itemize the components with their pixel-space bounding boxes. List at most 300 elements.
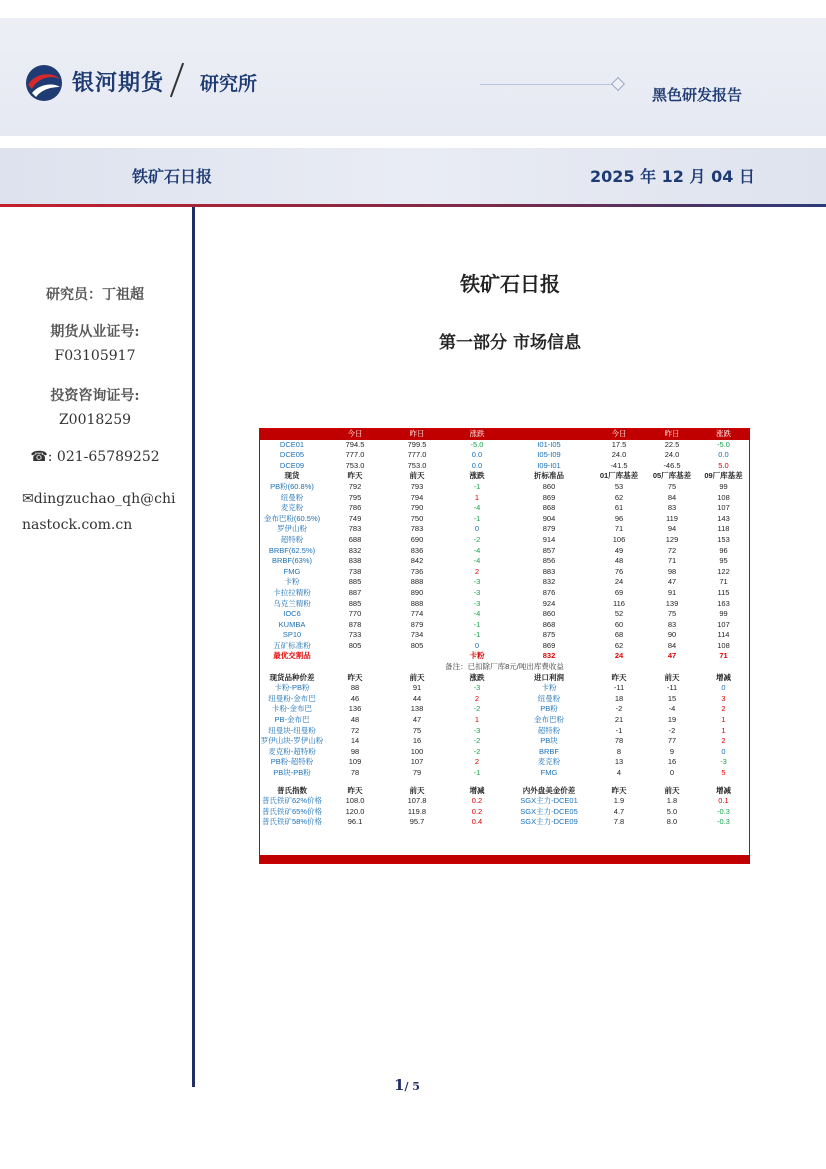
table-cell: -11 — [666, 683, 678, 693]
table-cell: 99 — [719, 609, 728, 619]
decorative-line — [480, 84, 616, 85]
table-cell: 0 — [474, 640, 480, 650]
futures-row — [260, 450, 749, 461]
table-cell: FMG — [540, 768, 558, 777]
table-cell: 71 — [614, 524, 624, 534]
table-cell: SGX主力-DCE09 — [520, 817, 578, 827]
table-cell: 折标准品 — [534, 471, 564, 481]
table-cell: 前天 — [409, 785, 425, 795]
table-cell: 924 — [542, 598, 556, 608]
table-cell: 1 — [721, 715, 726, 725]
table-cell: 0 — [474, 524, 480, 534]
table-cell: 71 — [719, 651, 728, 661]
platts-row — [260, 807, 749, 818]
table-cell: 869 — [542, 492, 556, 502]
table-note: 备注：已扣除厂库8元/吨出库费收益 — [445, 662, 564, 672]
table-cell: 17.5 — [611, 439, 627, 449]
table-cell: 904 — [542, 513, 556, 523]
table-cell: 72 — [667, 545, 677, 555]
table-cell: PB-金布巴 — [274, 715, 310, 725]
table-cell: 卡粉-PB粉 — [274, 683, 310, 693]
table-cell: 普氏指数 — [277, 785, 307, 795]
table-cell: 2 — [474, 693, 480, 703]
table-cell: 16 — [412, 736, 422, 746]
table-cell: 99 — [719, 481, 728, 491]
table-cell: 48 — [614, 556, 624, 566]
table-cell: 795 — [348, 492, 362, 502]
table-cell: 今日 — [324, 429, 386, 440]
market-table — [260, 429, 749, 828]
table-cell: 95 — [719, 556, 728, 566]
table-cell: -2 — [473, 534, 481, 544]
table-cell: 119.8 — [407, 806, 427, 816]
table-cell: -1 — [473, 619, 481, 629]
advisory-cert-label: 投资咨询证号: — [50, 388, 140, 404]
table-cell: 24 — [614, 577, 624, 587]
table-cell: BRBF(62.5%) — [268, 545, 316, 555]
table-cell: 3 — [721, 693, 726, 703]
table-cell: 0.2 — [471, 806, 483, 816]
table-cell: 金布巴粉 — [534, 715, 564, 725]
table-cell: -11 — [613, 683, 625, 693]
futures-cert-number: F03105917 — [54, 348, 136, 364]
table-cell: 卡粉 — [469, 651, 485, 661]
table-cell: 83 — [667, 503, 677, 513]
table-cell: 118 — [717, 524, 730, 534]
table-cell: 4 — [616, 768, 622, 777]
table-cell: -1 — [473, 481, 481, 491]
table-cell: 753.0 — [345, 460, 365, 470]
table-cell: 普氏铁矿62%价格 — [261, 796, 322, 806]
table-cell: -3 — [473, 683, 481, 693]
table-cell: 昨天 — [347, 471, 363, 481]
table-cell: 16 — [667, 757, 677, 767]
table-cell: 0 — [669, 768, 675, 777]
table-cell: SP10 — [282, 630, 302, 640]
table-cell: 超特粉 — [537, 725, 561, 735]
table-cell: SGX主力-DCE01 — [520, 796, 578, 806]
table-cell: 2 — [721, 736, 726, 746]
sidebar-divider — [192, 207, 195, 1087]
table-cell: 普氏铁矿58%价格 — [261, 817, 322, 827]
table-cell: 96 — [719, 545, 728, 555]
table-cell: 100 — [410, 746, 424, 756]
table-cell: KUMBA — [278, 619, 306, 629]
table-cell: PB粉(60.8%) — [270, 481, 314, 491]
table-cell: PB粉-超特粉 — [270, 757, 314, 767]
table-cell: 09厂库基差 — [704, 471, 743, 481]
spot-row — [260, 514, 749, 525]
table-cell: 738 — [348, 566, 362, 576]
table-cell: 96 — [614, 513, 624, 523]
table-cell: -5.0 — [717, 439, 730, 449]
table-cell: 增减 — [716, 785, 731, 795]
table-cell: 进口利润 — [534, 672, 564, 682]
table-cell: 887 — [348, 587, 362, 597]
table-cell: BRBF — [538, 746, 559, 756]
table-cell: 868 — [542, 619, 556, 629]
table-cell: 纽曼块-纽曼粉 — [268, 725, 316, 735]
market-data-table — [259, 428, 750, 864]
table-cell: DCE05 — [279, 450, 305, 460]
table-cell: -1 — [473, 768, 481, 777]
futures-row — [260, 440, 749, 451]
platts-header-row — [260, 786, 749, 797]
table-cell: 794 — [410, 492, 424, 502]
table-cell: 79 — [412, 768, 422, 777]
email-address[interactable]: ✉dingzuchao_qh@chinastock.com.cn — [22, 491, 176, 533]
table-cell: 790 — [410, 503, 424, 513]
table-cell: 876 — [542, 587, 556, 597]
table-cell: 108.0 — [345, 796, 365, 806]
table-cell: 53 — [614, 481, 624, 491]
table-cell: 106 — [612, 534, 626, 544]
table-cell: 91 — [412, 683, 422, 693]
table-cell: 783 — [410, 524, 424, 534]
table-cell: DCE01 — [279, 439, 305, 449]
table-cell: 733 — [348, 630, 362, 640]
table-cell: 0.4 — [471, 817, 483, 827]
futures-header-row — [260, 429, 749, 440]
table-cell: -2 — [615, 704, 623, 714]
table-cell: 01厂库基差 — [599, 471, 639, 481]
table-cell: -3 — [473, 725, 481, 735]
table-cell: 15 — [667, 693, 677, 703]
table-cell: 136 — [348, 704, 362, 714]
table-cell: 888 — [410, 577, 424, 587]
table-cell: 18 — [614, 693, 624, 703]
table-cell: 14 — [350, 736, 360, 746]
table-cell: 91 — [667, 587, 677, 597]
table-cell: 109 — [348, 757, 362, 767]
table-cell: 46 — [350, 693, 360, 703]
table-cell: 05厂库基差 — [652, 471, 692, 481]
table-cell: 774 — [410, 609, 424, 619]
table-cell: 153 — [717, 534, 730, 544]
table-cell: 60 — [614, 619, 624, 629]
spacer-row — [260, 779, 749, 786]
table-cell: 最优交割品 — [273, 651, 311, 661]
spot-header-row — [260, 471, 749, 482]
table-cell: 61 — [614, 503, 624, 513]
table-cell: 75 — [667, 609, 677, 619]
table-cell: 1.9 — [613, 796, 625, 806]
table-cell: 1.8 — [666, 796, 678, 806]
table-cell: 736 — [410, 566, 424, 576]
table-cell: 119 — [666, 513, 678, 523]
table-cell: 734 — [410, 630, 424, 640]
platts-row — [260, 796, 749, 807]
table-cell: 875 — [542, 630, 556, 640]
spread-row — [260, 747, 749, 758]
spot-row — [260, 546, 749, 557]
table-cell: 750 — [410, 513, 424, 523]
table-cell: I09-I01 — [537, 460, 561, 470]
table-cell: -4 — [473, 556, 481, 566]
table-cell: FMG — [283, 566, 301, 576]
table-cell: 麦克粉 — [537, 757, 561, 767]
spot-row — [260, 620, 749, 631]
spot-row — [260, 641, 749, 652]
report-subtitle: 铁矿石日报 — [132, 167, 213, 186]
table-cell: 770 — [348, 609, 362, 619]
spread-row — [260, 726, 749, 737]
table-cell: 增减 — [469, 785, 485, 795]
table-cell: 107 — [717, 619, 730, 629]
table-cell: -4 — [473, 503, 481, 513]
futures-row — [260, 461, 749, 472]
table-cell: 860 — [542, 481, 556, 491]
spot-row — [260, 599, 749, 610]
table-cell: 786 — [348, 503, 362, 513]
table-cell: 794.5 — [345, 439, 365, 449]
table-cell: 罗伊山块-罗伊山粉 — [260, 736, 324, 746]
table-cell: -3 — [720, 757, 727, 767]
table-cell: 0.0 — [471, 460, 483, 470]
table-cell: 90 — [667, 630, 677, 640]
spot-row — [260, 535, 749, 546]
table-cell: 49 — [614, 545, 624, 555]
table-cell: 44 — [412, 693, 422, 703]
spread-header-row — [260, 673, 749, 684]
report-type: 黑色研发报告 — [652, 86, 743, 104]
table-cell: 昨天 — [611, 785, 627, 795]
platts-row — [260, 817, 749, 828]
table-cell: -4 — [473, 545, 481, 555]
table-cell: 868 — [542, 503, 556, 513]
table-cell — [386, 651, 448, 662]
table-cell: 107 — [410, 757, 424, 767]
table-cell: 805 — [348, 640, 362, 650]
table-cell — [260, 429, 324, 440]
table-cell: -3 — [473, 577, 481, 587]
table-cell: -4 — [473, 609, 481, 619]
table-cell: I01-I05 — [537, 439, 561, 449]
table-cell: 内外盘美金价差 — [522, 785, 576, 795]
table-cell: BRBF(63%) — [271, 556, 312, 566]
spot-row — [260, 577, 749, 588]
table-cell: 84 — [667, 492, 677, 502]
table-cell: 860 — [542, 609, 556, 619]
table-cell: 22.5 — [664, 439, 680, 449]
table-cell: 0 — [721, 683, 726, 693]
spread-row — [260, 683, 749, 694]
table-cell: 879 — [542, 524, 556, 534]
table-cell: 888 — [410, 598, 424, 608]
table-cell: 0.2 — [471, 796, 483, 806]
table-cell: 普氏铁矿65%价格 — [261, 806, 322, 816]
table-cell: 麦克粉 — [280, 503, 304, 513]
table-cell: 143 — [717, 513, 730, 523]
total-pages: / 5 — [404, 1080, 420, 1093]
table-cell: 115 — [717, 587, 730, 597]
spread-row — [260, 757, 749, 768]
table-cell: 24 — [614, 651, 624, 661]
table-cell: 卡拉拉精粉 — [273, 587, 311, 597]
table-cell: 5.0 — [718, 460, 729, 470]
table-cell: 914 — [542, 534, 556, 544]
table-cell: 48 — [350, 715, 360, 725]
table-cell: 涨跌 — [469, 672, 485, 682]
table-cell: 838 — [348, 556, 362, 566]
table-cell: -2 — [668, 725, 676, 735]
table-cell: 0.1 — [718, 796, 729, 806]
table-cell: 62 — [614, 492, 624, 502]
table-cell — [324, 651, 386, 662]
table-cell: 890 — [410, 587, 424, 597]
table-cell: 98 — [667, 566, 677, 576]
advisory-cert-number: Z0018259 — [58, 412, 132, 428]
table-cell: 昨日 — [386, 429, 448, 440]
table-cell: 94 — [667, 524, 677, 534]
table-cell: -3 — [473, 587, 481, 597]
table-cell: 107 — [717, 503, 730, 513]
table-cell: 856 — [542, 556, 556, 566]
section-title: 第一部分 市场信息 — [439, 333, 581, 353]
table-cell: -2 — [473, 704, 481, 714]
table-cell: 五矿标准粉 — [273, 640, 311, 650]
table-cell: 83 — [667, 619, 677, 629]
best-delivery-row — [260, 651, 749, 662]
spread-row — [260, 715, 749, 726]
table-cell: 1 — [474, 492, 480, 502]
table-cell — [506, 429, 592, 440]
table-cell: 卡粉 — [541, 683, 557, 693]
table-cell: 71 — [719, 577, 728, 587]
spot-row — [260, 556, 749, 567]
table-cell: 792 — [348, 481, 362, 491]
table-cell: 涨跌 — [698, 429, 749, 440]
current-page: 1 — [394, 1076, 405, 1094]
table-cell: 现货 — [284, 471, 300, 481]
table-cell: 749 — [348, 513, 362, 523]
table-cell: 2 — [474, 757, 480, 767]
spot-row — [260, 567, 749, 578]
table-cell: 1 — [721, 725, 726, 735]
table-cell: 前天 — [409, 471, 425, 481]
spread-row — [260, 768, 749, 779]
table-cell: 107.8 — [407, 796, 427, 806]
table-cell: 2 — [721, 704, 726, 714]
table-cell: 139 — [665, 598, 679, 608]
table-cell: 涨跌 — [448, 429, 506, 440]
table-cell: 114 — [717, 630, 730, 640]
table-cell: 783 — [348, 524, 362, 534]
table-cell: 690 — [410, 534, 424, 544]
table-cell: 乌克兰精粉 — [273, 598, 311, 608]
table-cell: 793 — [410, 481, 424, 491]
table-footer-bar — [260, 855, 749, 863]
table-cell: 麦克粉-超特粉 — [268, 746, 316, 756]
report-date: 2025 年 12 月 04 日 — [590, 167, 755, 186]
table-cell: 62 — [614, 640, 624, 650]
title-band — [0, 148, 826, 204]
spot-row — [260, 588, 749, 599]
table-cell: 832 — [348, 545, 362, 555]
brand-name: 银河期货 — [72, 71, 165, 96]
table-cell: 95.7 — [409, 817, 425, 827]
table-cell: 163 — [717, 598, 730, 608]
table-cell: 增减 — [716, 672, 731, 682]
table-cell: 涨跌 — [469, 471, 485, 481]
table-cell: 120.0 — [345, 806, 365, 816]
table-cell: 昨天 — [611, 672, 627, 682]
table-cell: 52 — [614, 609, 624, 619]
table-cell: 116 — [613, 598, 625, 608]
galaxy-logo-icon — [24, 63, 64, 103]
note-row — [260, 662, 749, 673]
table-cell: 7.8 — [613, 817, 625, 827]
table-cell: 21 — [614, 715, 624, 725]
table-cell: 777.0 — [407, 450, 427, 460]
table-cell: -1 — [473, 513, 481, 523]
table-cell: 832 — [542, 651, 556, 661]
spot-row — [260, 493, 749, 504]
table-cell: 108 — [717, 640, 730, 650]
table-cell: 71 — [667, 556, 677, 566]
table-cell: 前天 — [664, 672, 680, 682]
table-cell: -0.3 — [717, 817, 730, 827]
table-cell: -41.5 — [610, 460, 628, 470]
table-cell: 688 — [348, 534, 362, 544]
logo-divider — [170, 63, 184, 98]
table-cell: 前天 — [409, 672, 425, 682]
table-cell: -5.0 — [470, 439, 484, 449]
table-cell: 129 — [665, 534, 679, 544]
table-cell: -1 — [473, 630, 481, 640]
table-cell: 76 — [614, 566, 624, 576]
spread-row — [260, 694, 749, 705]
table-cell: 122 — [717, 566, 730, 576]
table-cell: 78 — [614, 736, 624, 746]
table-cell: 72 — [350, 725, 360, 735]
table-cell: 84 — [667, 640, 677, 650]
table-cell: 8 — [616, 746, 622, 756]
table-cell: 78 — [350, 768, 360, 777]
table-cell: 885 — [348, 577, 362, 587]
header-band — [0, 0, 826, 136]
table-cell: 前天 — [664, 785, 680, 795]
table-cell: 19 — [667, 715, 677, 725]
spread-row — [260, 704, 749, 715]
table-cell: 75 — [667, 481, 677, 491]
table-cell: 836 — [410, 545, 424, 555]
table-cell: 68 — [614, 630, 624, 640]
table-cell: 753.0 — [407, 460, 427, 470]
table-cell: 2 — [474, 566, 480, 576]
table-cell: 108 — [717, 492, 730, 502]
table-cell: 纽曼粉 — [280, 492, 304, 502]
table-cell: 799.5 — [407, 439, 427, 449]
table-cell: 47 — [667, 577, 677, 587]
table-cell: 98 — [350, 746, 360, 756]
table-cell: DCE09 — [279, 460, 305, 470]
table-cell: 昨日 — [646, 429, 698, 440]
table-cell: 832 — [542, 577, 556, 587]
table-cell: PB块-PB粉 — [273, 768, 311, 777]
table-cell: 昨天 — [347, 785, 363, 795]
table-cell: 777.0 — [345, 450, 365, 460]
table-cell: 75 — [412, 725, 422, 735]
table-cell: 4.7 — [613, 806, 625, 816]
table-cell: 857 — [542, 545, 556, 555]
table-cell: 13 — [614, 757, 624, 767]
table-cell: 昨天 — [347, 672, 363, 682]
table-cell: -4 — [668, 704, 676, 714]
table-cell: -0.3 — [717, 806, 730, 816]
division-name: 研究所 — [200, 73, 258, 95]
table-cell: 869 — [542, 640, 556, 650]
